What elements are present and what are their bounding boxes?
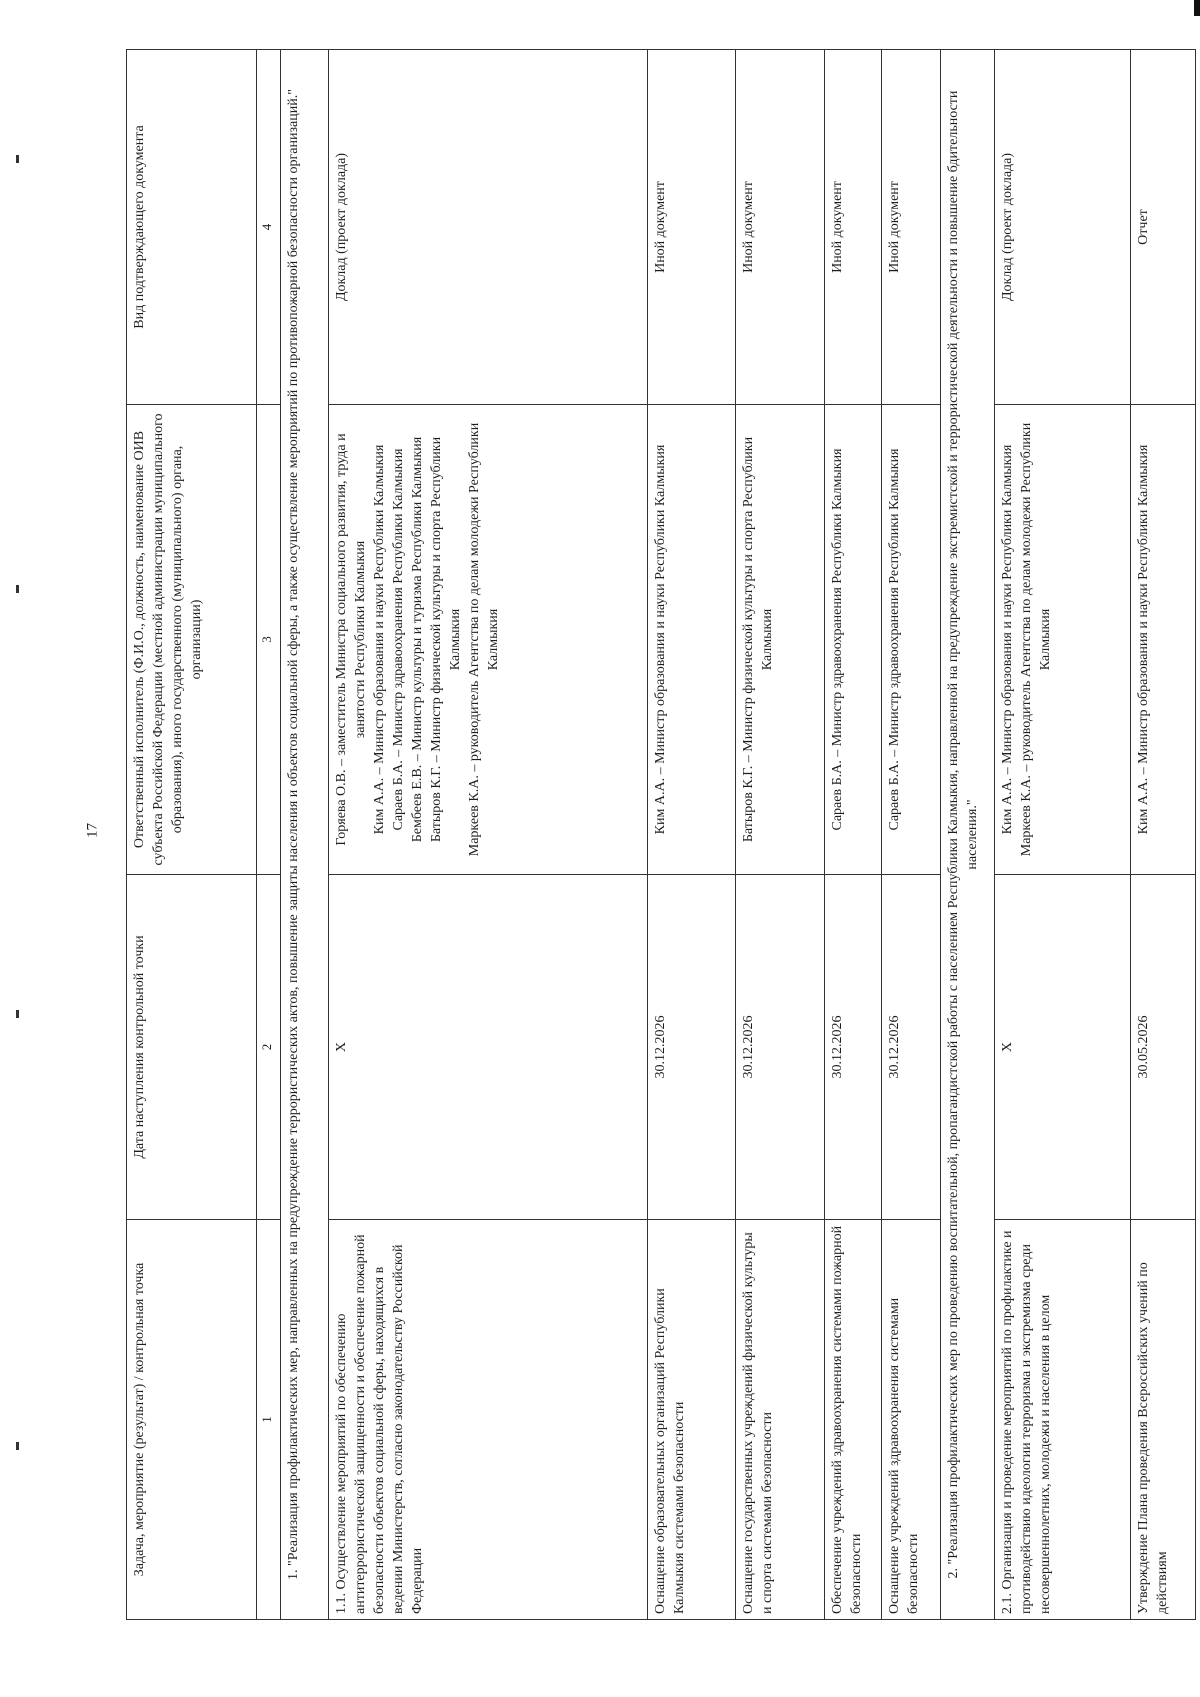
executor-cell bbox=[647, 405, 736, 875]
document-cell: Доклад (проект доклада) bbox=[995, 50, 1131, 405]
document-cell: Доклад (проект доклада) bbox=[328, 50, 647, 405]
executor-cell bbox=[736, 405, 825, 875]
executor-line: Сараев Б.А. – Министр здравоохранения Республики Калмыкия bbox=[886, 448, 902, 831]
executor-cell bbox=[328, 405, 647, 875]
task-cell: 1.1. Осуществление мероприятий по обеспечению антитеррористической защищенности и обеспечение пожарной безопасности объектов социальной сферы, находящихся в ведении Министерств, согласно законодательству Российской Федерации bbox=[328, 1220, 647, 1620]
executor-line: Ким А.А. – Министр образования и науки Республики Калмыкия bbox=[1135, 444, 1151, 835]
section-row bbox=[281, 50, 328, 1620]
rotated-table-container bbox=[126, 50, 1196, 1620]
table-row bbox=[881, 50, 940, 1620]
date-cell: X bbox=[995, 875, 1131, 1220]
executor-line: Ким А.А. – Министр образования и науки Республики Калмыкия bbox=[1000, 444, 1016, 835]
executor-line: Бембеев Е.В. – Министр культуры и туризма Республики Калмыкия bbox=[409, 436, 425, 843]
task-cell: Обеспечение учреждений здравоохранения системами пожарной безопасности bbox=[824, 1220, 881, 1620]
date-cell: 30.12.2026 bbox=[881, 875, 940, 1220]
binding-hole-mark bbox=[16, 585, 19, 593]
executor-cell bbox=[1130, 405, 1195, 875]
executor-line: Сараев Б.А. – Министр здравоохранения Республики Калмыкия bbox=[829, 448, 845, 831]
table-row bbox=[647, 50, 736, 1620]
page-number: 17 bbox=[84, 823, 101, 838]
column-number-row bbox=[256, 50, 280, 1620]
executor-line: Ким А.А. – Министр образования и науки Республики Калмыкия bbox=[371, 444, 387, 835]
table-row bbox=[736, 50, 825, 1620]
task-cell: 2.1. Организация и проведение мероприятий по профилактике и противодействию идеологии терроризма и экстремизма среди несовершеннолетних, молодежи и населения в целом bbox=[995, 1220, 1131, 1620]
document-cell: Отчет bbox=[1130, 50, 1195, 405]
header-task: Задача, мероприятие (результат) / контрольная точка bbox=[127, 1220, 257, 1620]
executor-line: Батыров К.Г. – Министр физической культуры и спорта Республики Калмыкия bbox=[741, 436, 776, 843]
column-number: 2 bbox=[256, 875, 280, 1220]
executor-line: Маркеев К.А. – руководитель Агентства по делам молодежи Республики Калмыкия bbox=[1019, 422, 1054, 857]
executor-line: Маркеев К.А. – руководитель Агентства по делам молодежи Республики Калмыкия bbox=[466, 422, 501, 857]
task-cell: Оснащение государственных учреждений физической культуры и спорта системами безопасности bbox=[736, 1220, 825, 1620]
scan-edge-mark bbox=[1194, 0, 1200, 16]
column-number: 1 bbox=[256, 1220, 280, 1620]
column-number: 3 bbox=[256, 405, 280, 875]
binding-hole-mark bbox=[16, 155, 19, 163]
document-cell: Иной документ bbox=[736, 50, 825, 405]
header-executor: Ответственный исполнитель (Ф.И.О., должность, наименование ОИВ субъекта Российской Федерации (местной администрации муниципального образования), иного государственного (муниципального) органа, организации) bbox=[127, 405, 257, 875]
section-title: 1. "Реализация профилактических мер, направленных на предупреждение террористических актов, повышение защиты населения и объектов социальной сферы, а также осуществление мероприятий по противопожарной безопасности организаций." bbox=[281, 50, 328, 1620]
executor-line: Ким А.А. – Министр образования и науки Республики Калмыкия bbox=[652, 444, 668, 835]
column-number: 4 bbox=[256, 50, 280, 405]
document-cell: Иной документ bbox=[881, 50, 940, 405]
table-row bbox=[995, 50, 1131, 1620]
task-cell: Оснащение учреждений здравоохранения системами безопасности bbox=[881, 1220, 940, 1620]
control-points-table bbox=[126, 49, 1196, 1620]
binding-hole-mark bbox=[16, 1010, 19, 1018]
table-row bbox=[328, 50, 647, 1620]
executor-line: Сараев Б.А. – Министр здравоохранения Республики Калмыкия bbox=[390, 448, 406, 831]
executor-cell bbox=[824, 405, 881, 875]
task-cell: Утверждение Плана проведения Всероссийских учений по действиям bbox=[1130, 1220, 1195, 1620]
document-cell: Иной документ bbox=[647, 50, 736, 405]
executor-cell bbox=[881, 405, 940, 875]
document-cell: Иной документ bbox=[824, 50, 881, 405]
date-cell: 30.05.2026 bbox=[1130, 875, 1195, 1220]
binding-hole-mark bbox=[16, 1442, 19, 1450]
date-cell: 30.12.2026 bbox=[736, 875, 825, 1220]
executor-cell bbox=[995, 405, 1131, 875]
header-date: Дата наступления контрольной точки bbox=[127, 875, 257, 1220]
header-document: Вид подтверждающего документа bbox=[127, 50, 257, 405]
section-row bbox=[940, 50, 994, 1620]
executor-line: Батыров К.Г. – Министр физической культуры и спорта Республики Калмыкия bbox=[428, 436, 463, 843]
date-cell: X bbox=[328, 875, 647, 1220]
executor-line: Горяева О.В. – заместитель Министра социального развития, труда и занятости Республики Калмыкия bbox=[333, 433, 368, 846]
table-header-row bbox=[127, 50, 257, 1620]
table-row bbox=[824, 50, 881, 1620]
task-cell: Оснащение образовательных организаций Республики Калмыкия системами безопасности bbox=[647, 1220, 736, 1620]
date-cell: 30.12.2026 bbox=[647, 875, 736, 1220]
date-cell: 30.12.2026 bbox=[824, 875, 881, 1220]
table-row bbox=[1130, 50, 1195, 1620]
section-title: 2. "Реализация профилактических мер по проведению воспитательной, пропагандистской работы с населением Республики Калмыкия, направленной на предупреждение экстремистской и террористической деятельности и повышение бдительности населения." bbox=[940, 50, 994, 1620]
